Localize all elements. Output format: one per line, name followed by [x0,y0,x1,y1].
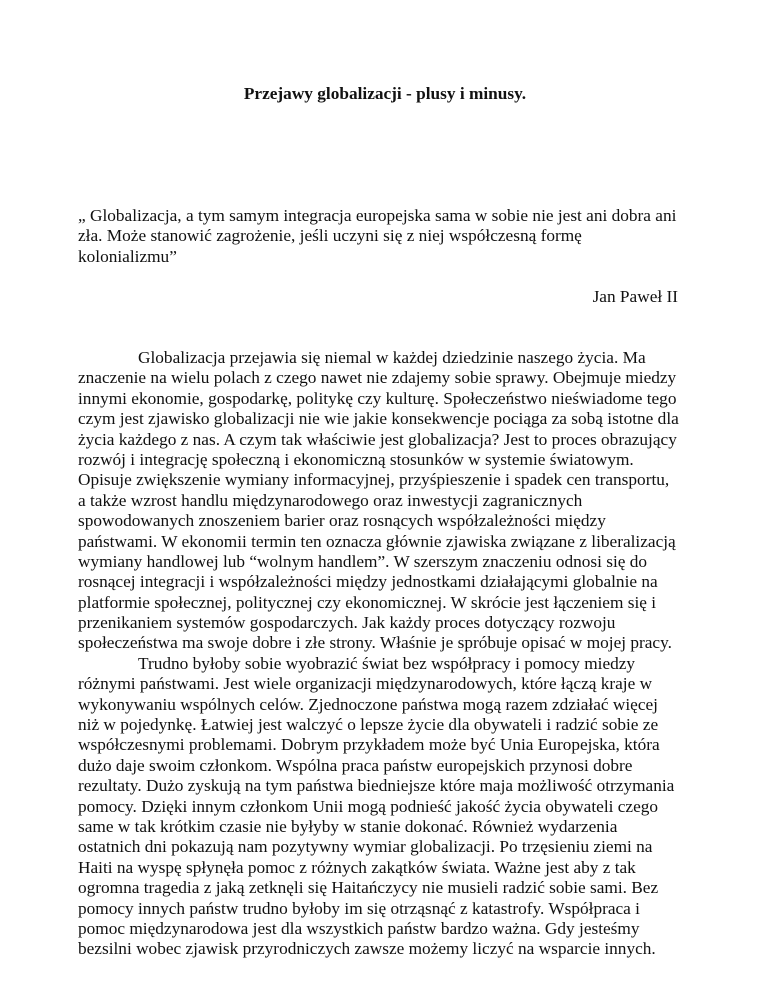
paragraph-line: Globalizacja przejawia się niemal w każdej dziedzinie naszego życia. Ma [138,348,646,367]
paragraph-line: bezsilni wobec zjawisk przyrodniczych zawsze możemy liczyć na wsparcie innych. [78,939,656,959]
paragraph-line: różnymi państwami. Jest wiele organizacji międzynarodowych, które łączą kraje w [78,674,653,694]
paragraph-1 [78,348,692,654]
quote-line: „ Globalizacja, a tym samym integracja europejska sama w sobie nie jest ani dobra ani [78,206,677,225]
paragraph-line: społeczeństwa ma swoje dobre i złe strony. Właśnie je spróbuje opisać w mojej pracy. [78,633,672,653]
paragraph-line: pomoc międzynarodowa jest dla wszystkich państw bardzo ważna. Gdy jesteśmy [78,918,640,938]
paragraph-line: spowodowanych znoszeniem barier oraz rosnących współzależności między [78,511,606,531]
quote-line: zła. Może stanowić zagrożenie, jeśli uczyni się z niej współczesną formę [78,226,582,246]
paragraph-line: niż w pojedynkę. Łatwiej jest walczyć o lepsze życie dla obywateli i radzić sobie ze [78,715,659,735]
paragraph-line: rezultaty. Dużo zyskują na tym państwa biedniejsze które maja możliwość otrzymania [78,776,675,796]
epigraph-quote [78,206,692,267]
quote-line: kolonializmu” [78,246,177,266]
paragraph-line: przenikaniem systemów gospodarczych. Jak każdy proces dotyczący rozwoju [78,613,616,633]
paragraph-line: a także wzrost handlu międzynarodowego oraz inwestycji zagranicznych [78,490,583,510]
paragraph-line: ogromna tragedia z jaką zetknęli się Haitańczycy nie musieli radzić sobie sami. Bez [78,878,659,898]
paragraph-line: rozwój i integrację społeczną i ekonomiczną stosunków w systemie światowym. [78,449,634,469]
paragraph-line: Opisuje zwiększenie wymiany informacyjnej, przyśpieszenie i spadek cen transportu, [78,470,670,490]
paragraph-line: ostatnich dni pokazują nam pozytywny wymiar globalizacji. Po trzęsieniu ziemi na [78,837,653,857]
paragraph-line: wykonywaniu wspólnych celów. Zjednoczone państwa mogą razem zdziałać więcej [78,694,658,714]
paragraph-line: Haiti na wyspę spłynęła pomoc z różnych zakątków świata. Ważne jest aby z tak [78,857,636,877]
paragraph-line: pomocy innych państw trudno byłoby im się otrząsnąć z katastrofy. Współpraca i [78,898,640,918]
paragraph-line: wymiany handlowej lub “wolnym handlem”. W szerszym znaczeniu odnosi się do [78,551,648,571]
paragraph-line: innymi ekonomie, gospodarkę, politykę czy kulturę. Społeczeństwo nieświadome tego [78,388,677,408]
paragraph-line: współczesnymi problemami. Dobrym przykładem może być Unia Europejska, która [78,735,660,755]
paragraph-line: Trudno byłoby sobie wyobrazić świat bez współpracy i pomocy miedzy [138,653,636,673]
paragraph-2 [78,654,692,960]
paragraph-line: czym jest zjawisko globalizacji nie wie jakie konsekwencje pociąga za sobą istotne dla [78,409,679,429]
document-title: Przejawy globalizacji - plusy i minusy. [243,84,527,103]
paragraph-line: życia każdego z nas. A czym tak właściwie jest globalizacja? Jest to proces obrazujący [78,429,677,449]
paragraph-line: pomocy. Dzięki innym członkom Unii mogą podnieść jakość życia obywateli czego [78,796,659,816]
paragraph-line: rosnącej integracji i współzależności między jednostkami działającymi globalnie na [78,572,658,592]
paragraph-line: platformie społecznej, politycznej czy ekonomicznej. W skrócie jest łączeniem się i [78,592,657,612]
paragraph-line: dużo daje swoim członkom. Wspólna praca państw europejskich przynosi dobre [78,755,633,775]
body-text [78,348,692,960]
quote-author: Jan Paweł II [592,287,678,306]
paragraph-line: same w tak krótkim czasie nie byłyby w stanie dokonać. Również wydarzenia [78,816,618,836]
paragraph-line: znaczenie na wielu polach z czego nawet nie zdajemy sobie sprawy. Obejmuje miedzy [78,368,677,388]
paragraph-line: państwami. W ekonomii termin ten oznacza głównie zjawiska związane z liberalizacją [78,531,676,551]
